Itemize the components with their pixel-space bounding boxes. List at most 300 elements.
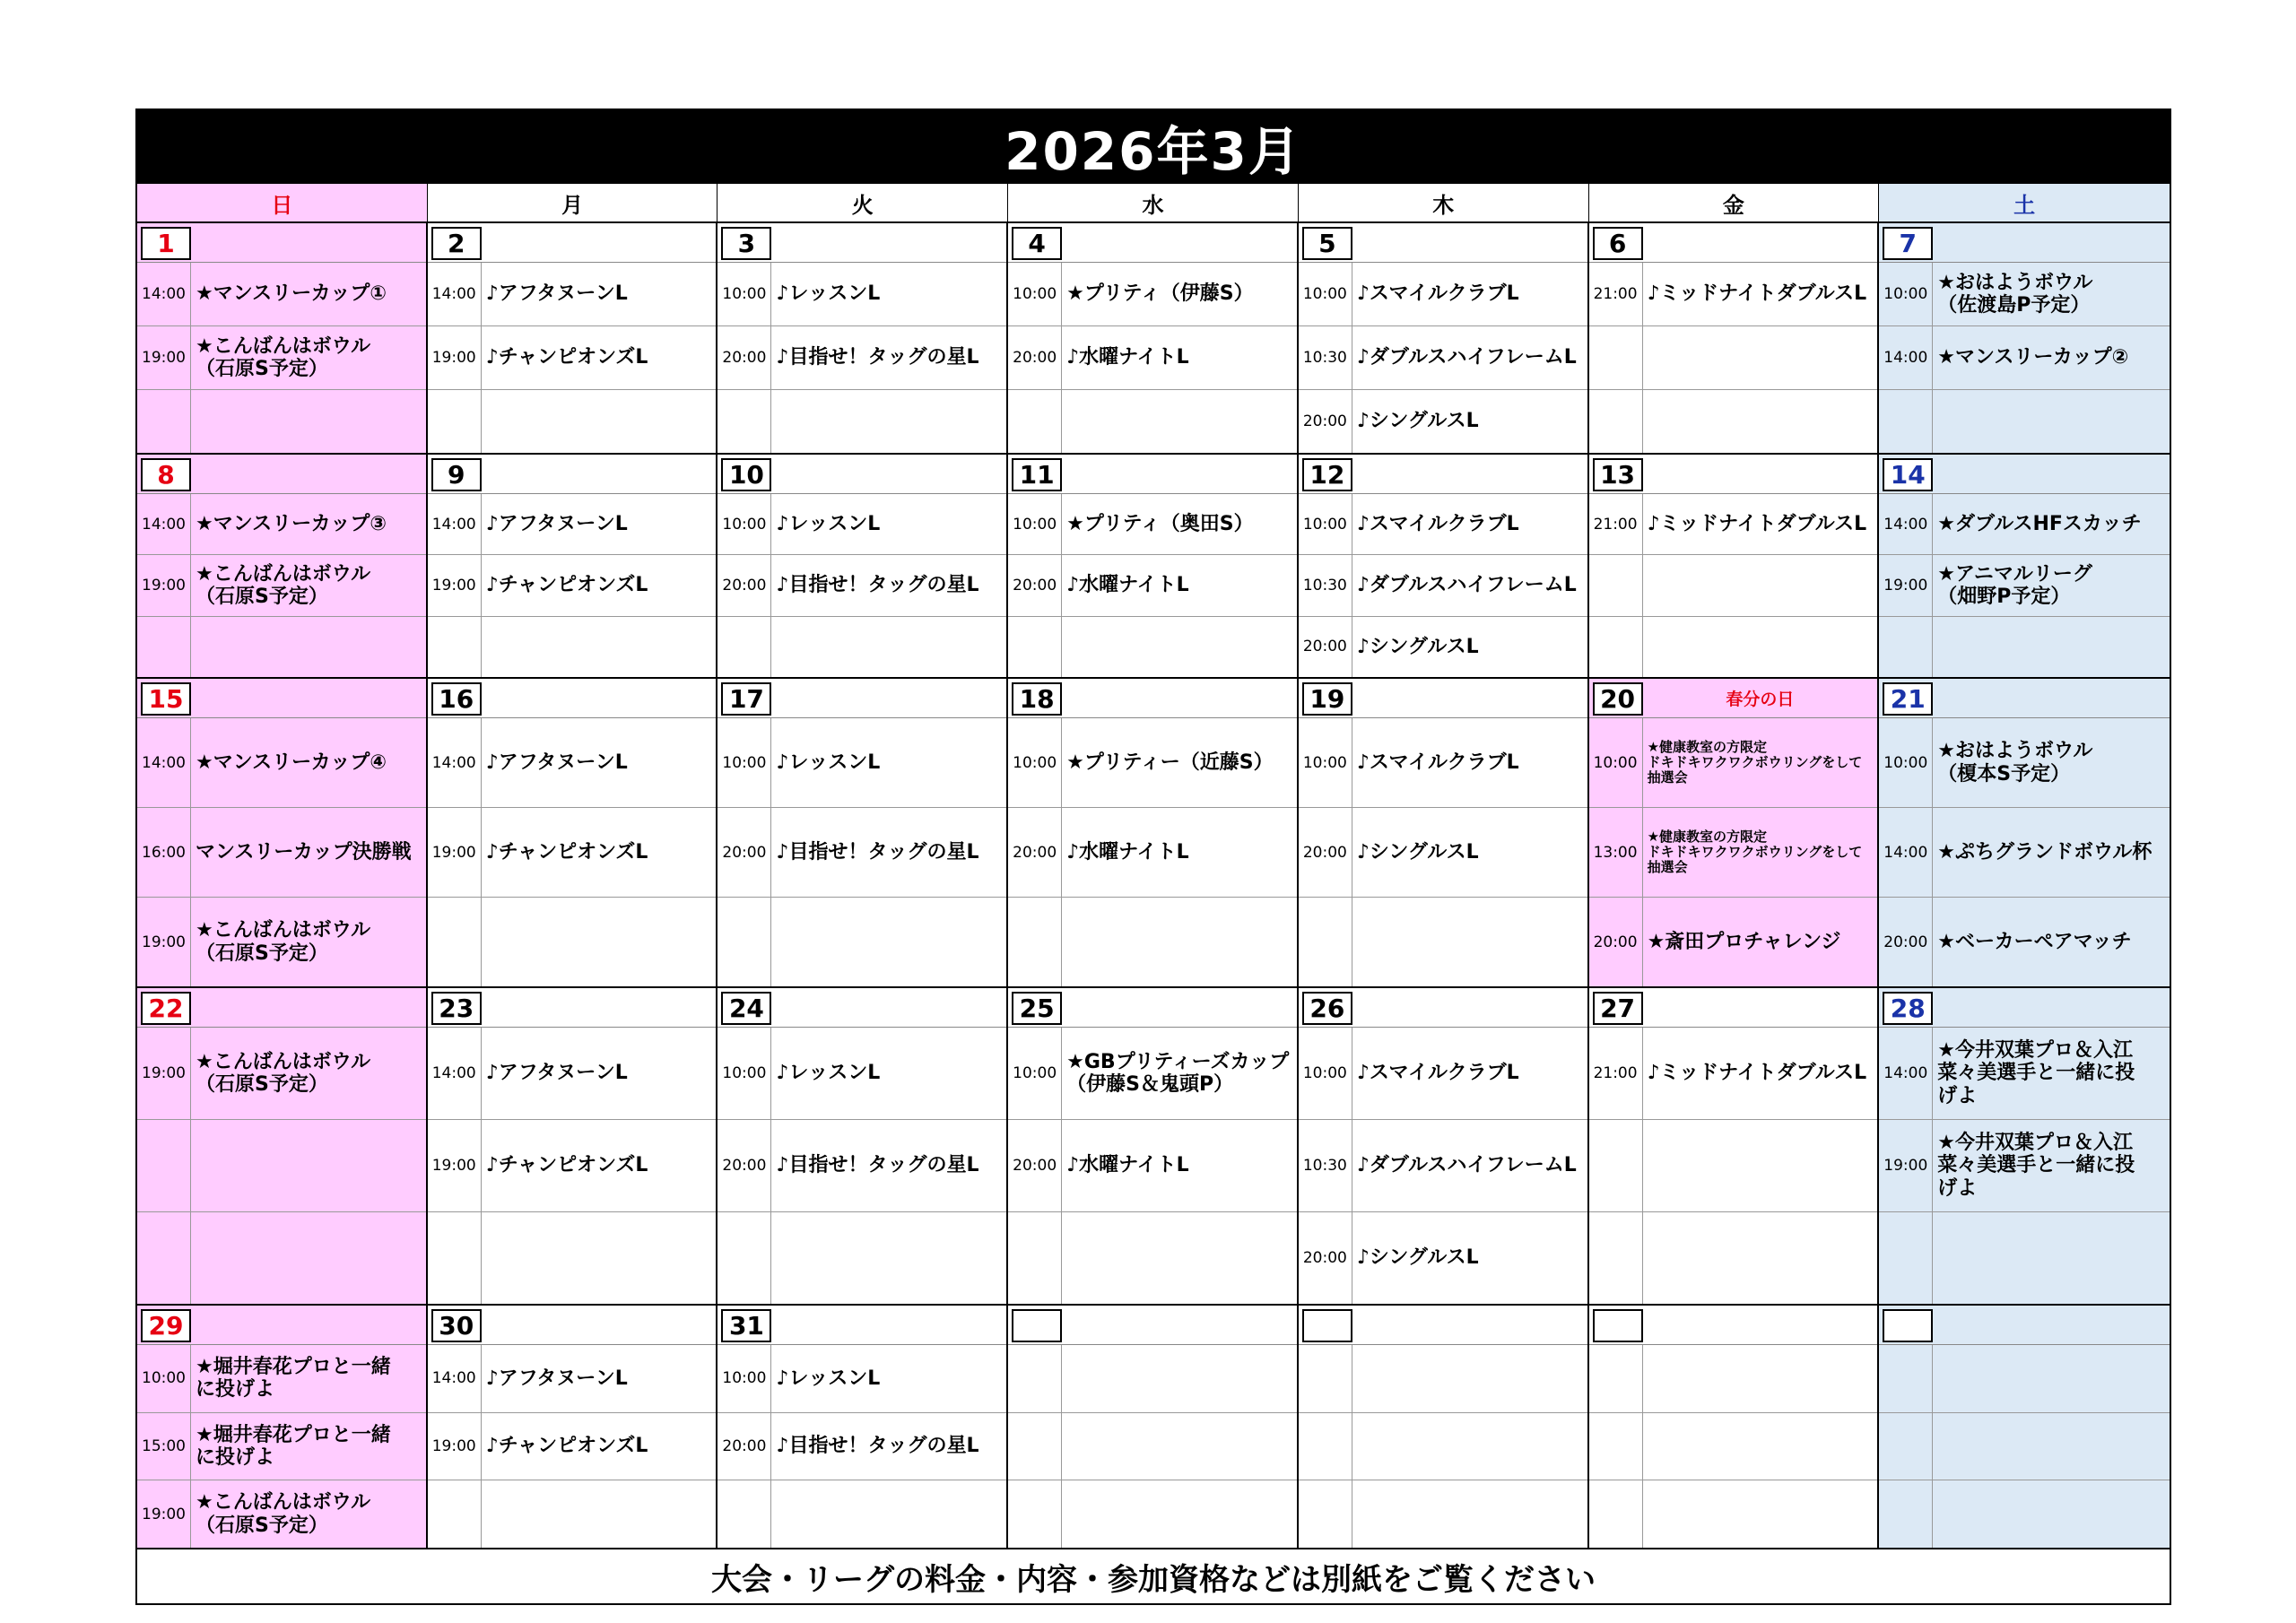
- event-time: [1299, 1413, 1352, 1480]
- day-number: 23: [431, 992, 482, 1025]
- event-slot: [1589, 1345, 1878, 1413]
- event-slot[interactable]: [1879, 718, 2170, 808]
- event-time: [428, 617, 482, 677]
- calendar-day[interactable]: [1299, 988, 1589, 1304]
- event-time: 19:00: [1879, 1120, 1933, 1211]
- calendar-day[interactable]: [718, 679, 1008, 986]
- event-title: ♪チャンピオンズL: [485, 1154, 648, 1177]
- calendar-day[interactable]: [1589, 1306, 1880, 1548]
- event-slot[interactable]: [1299, 263, 1587, 326]
- event-slot[interactable]: [1589, 494, 1878, 555]
- calendar-day[interactable]: [718, 1306, 1008, 1548]
- event-time: 10:00: [718, 1028, 771, 1119]
- event-slot: [1008, 1345, 1297, 1413]
- event-title: ♪ダブルスハイフレームL: [1356, 346, 1577, 369]
- event-time: [428, 1212, 482, 1304]
- event-slot[interactable]: [1299, 494, 1587, 555]
- event-title: ★アニマルリーグ （畑野P予定）: [1937, 562, 2092, 608]
- event-time: 14:00: [1879, 1028, 1933, 1119]
- day-number: 29: [141, 1309, 191, 1342]
- calendar-day[interactable]: [1879, 223, 2170, 453]
- event-slot: [1299, 1345, 1587, 1413]
- event-slot[interactable]: [1299, 390, 1587, 453]
- event-slot[interactable]: [428, 326, 717, 390]
- event-slot: [137, 1120, 426, 1212]
- event-slot[interactable]: [1589, 1028, 1878, 1120]
- calendar-week: [137, 679, 2170, 988]
- event-slot[interactable]: [137, 808, 426, 898]
- event-time: [137, 390, 191, 453]
- event-slot[interactable]: [137, 326, 426, 390]
- calendar-day[interactable]: [1008, 455, 1299, 677]
- event-time: [137, 1212, 191, 1304]
- event-title: ★ベーカーペアマッチ: [1937, 930, 2132, 953]
- event-time: [718, 1212, 771, 1304]
- event-time: 20:00: [1299, 1212, 1352, 1304]
- calendar-day[interactable]: [718, 988, 1008, 1304]
- event-slot[interactable]: [1299, 718, 1587, 808]
- event-slot[interactable]: [1299, 1028, 1587, 1120]
- event-time: 19:00: [1879, 555, 1933, 615]
- day-number: 12: [1302, 458, 1352, 491]
- calendar-day[interactable]: [1299, 679, 1589, 986]
- calendar-day[interactable]: [1589, 223, 1880, 453]
- event-slot[interactable]: [1589, 718, 1878, 808]
- event-title: ♪スマイルクラブL: [1356, 513, 1519, 536]
- event-slot[interactable]: [137, 555, 426, 616]
- event-slot[interactable]: [137, 1028, 426, 1120]
- event-slot[interactable]: [428, 494, 717, 555]
- event-time: 20:00: [1299, 390, 1352, 453]
- event-time: [1879, 1413, 1933, 1480]
- calendar-day[interactable]: [1008, 988, 1299, 1304]
- event-title: ★マンスリーカップ②: [1937, 346, 2129, 369]
- day-number: 28: [1883, 992, 1933, 1025]
- event-slot[interactable]: [428, 1345, 717, 1413]
- holiday-label: [191, 988, 426, 1027]
- event-slot[interactable]: [1008, 326, 1297, 390]
- event-slot[interactable]: [428, 555, 717, 616]
- day-number: 10: [721, 458, 771, 491]
- day-number: 9: [431, 458, 482, 491]
- event-title: [771, 1212, 1006, 1304]
- calendar-day[interactable]: [137, 988, 428, 1304]
- event-slot[interactable]: [1299, 808, 1587, 898]
- event-time: [137, 617, 191, 677]
- day-header: [428, 223, 717, 263]
- event-title: ♪アフタヌーンL: [485, 1062, 628, 1085]
- event-time: 21:00: [1589, 1028, 1643, 1119]
- day-number: 1: [141, 227, 191, 260]
- holiday-label: [191, 223, 426, 262]
- event-title: ♪チャンピオンズL: [485, 1435, 648, 1458]
- calendar-day[interactable]: [428, 1306, 718, 1548]
- event-title: [482, 1480, 717, 1548]
- event-slot: [1589, 1480, 1878, 1548]
- event-time: [1008, 1413, 1062, 1480]
- event-time: 14:00: [428, 1345, 482, 1412]
- calendar-day[interactable]: [1008, 223, 1299, 453]
- event-slot[interactable]: [1879, 555, 2170, 616]
- event-title: ♪アフタヌーンL: [485, 513, 628, 536]
- event-title: ♪ダブルスハイフレームL: [1356, 574, 1577, 597]
- day-header: [1879, 988, 2170, 1028]
- event-slot[interactable]: [1879, 263, 2170, 326]
- event-slot[interactable]: [1299, 555, 1587, 616]
- event-title: [1352, 1480, 1587, 1548]
- event-slot[interactable]: [1299, 326, 1587, 390]
- event-time: 14:00: [428, 494, 482, 554]
- day-header: [1299, 988, 1587, 1028]
- event-title: ★健康教室の方限定 ドキドキワクワクボウリングをして 抽選会: [1647, 828, 1863, 876]
- holiday-label: [1933, 679, 2170, 717]
- event-slot: [1008, 617, 1297, 677]
- event-title: ♪目指せ！タッグの星L: [776, 1154, 979, 1177]
- event-title: ♪チャンピオンズL: [485, 840, 648, 864]
- day-number: 22: [141, 992, 191, 1025]
- event-slot: [1299, 898, 1587, 986]
- event-title: ♪ミッドナイトダブルスL: [1647, 513, 1867, 536]
- event-slot: [1008, 390, 1297, 453]
- event-title: [1643, 555, 1878, 615]
- event-time: 10:00: [137, 1345, 191, 1412]
- event-slot[interactable]: [718, 555, 1006, 616]
- calendar-day[interactable]: [428, 988, 718, 1304]
- event-slot[interactable]: [718, 718, 1006, 808]
- calendar-day[interactable]: [137, 1306, 428, 1548]
- event-title: ♪ミッドナイトダブルスL: [1647, 282, 1867, 306]
- event-time: 20:00: [1008, 326, 1062, 389]
- event-title: [771, 898, 1006, 986]
- event-time: [1589, 617, 1643, 677]
- calendar-day[interactable]: [428, 455, 718, 677]
- event-slot[interactable]: [1299, 1212, 1587, 1304]
- calendar-day[interactable]: [718, 223, 1008, 453]
- holiday-label: [1352, 1306, 1587, 1344]
- event-time: [1299, 1480, 1352, 1548]
- event-time: 10:30: [1299, 326, 1352, 389]
- holiday-label: [771, 223, 1006, 262]
- event-slot[interactable]: [718, 1413, 1006, 1481]
- event-slot[interactable]: [1008, 263, 1297, 326]
- event-title: ★おはようボウル （榎本S予定）: [1937, 740, 2093, 785]
- event-slot: [1299, 1480, 1587, 1548]
- event-title: ★マンスリーカップ①: [196, 282, 387, 306]
- day-header: [137, 988, 426, 1028]
- event-time: [1299, 1345, 1352, 1412]
- calendar-day[interactable]: [137, 455, 428, 677]
- event-slot[interactable]: [1008, 808, 1297, 898]
- event-slot[interactable]: [1879, 1028, 2170, 1120]
- event-title: ★マンスリーカップ④: [196, 751, 387, 774]
- event-time: 13:00: [1589, 808, 1643, 897]
- event-slot[interactable]: [1299, 617, 1587, 677]
- event-title: [1933, 1413, 2170, 1480]
- event-time: 20:00: [718, 1413, 771, 1480]
- event-title: ♪スマイルクラブL: [1356, 751, 1519, 774]
- event-slot[interactable]: [137, 1480, 426, 1548]
- event-title: ★今井双葉プロ＆入江 菜々美選手と一緒に投 げよ: [1937, 1039, 2135, 1107]
- event-slot: [1589, 326, 1878, 390]
- event-title: ♪目指せ！タッグの星L: [776, 1435, 979, 1458]
- event-time: [1589, 555, 1643, 615]
- holiday-label: [482, 455, 717, 493]
- weekday-fri: 金: [1589, 184, 1880, 221]
- event-time: 14:00: [428, 1028, 482, 1119]
- day-number: 31: [721, 1309, 771, 1342]
- event-slot[interactable]: [1008, 555, 1297, 616]
- event-slot[interactable]: [718, 1120, 1006, 1212]
- event-title: [191, 1212, 426, 1304]
- event-title: [1062, 390, 1297, 453]
- calendar-day[interactable]: [1299, 223, 1589, 453]
- day-header: [428, 988, 717, 1028]
- event-slot[interactable]: [1589, 808, 1878, 898]
- event-title: ♪チャンピオンズL: [485, 574, 648, 597]
- holiday-label: [482, 1306, 717, 1344]
- day-header: [137, 1306, 426, 1345]
- event-slot[interactable]: [137, 898, 426, 986]
- event-title: ♪水曜ナイトL: [1066, 1154, 1189, 1177]
- day-number: [1302, 1309, 1352, 1342]
- event-title: ♪チャンピオンズL: [485, 346, 648, 369]
- event-time: 20:00: [1879, 898, 1933, 986]
- event-title: ♪目指せ！タッグの星L: [776, 574, 979, 597]
- calendar-day[interactable]: [137, 223, 428, 453]
- event-title: ♪シングルスL: [1356, 410, 1479, 433]
- event-time: [1879, 390, 1933, 453]
- event-title: ★ぷちグランドボウル杯: [1937, 840, 2152, 864]
- day-number: 18: [1012, 682, 1062, 716]
- event-title: [771, 617, 1006, 677]
- event-time: 10:00: [718, 1345, 771, 1412]
- event-title: [482, 390, 717, 453]
- event-title: [1643, 326, 1878, 389]
- holiday-label: [1643, 1306, 1878, 1344]
- day-header: [1299, 679, 1587, 718]
- event-slot[interactable]: [1879, 898, 2170, 986]
- event-slot[interactable]: [718, 263, 1006, 326]
- holiday-label: [1933, 223, 2170, 262]
- calendar-day[interactable]: [1589, 679, 1880, 986]
- calendar-day[interactable]: [1008, 1306, 1299, 1548]
- event-slot[interactable]: [1008, 494, 1297, 555]
- event-title: [1933, 390, 2170, 453]
- event-time: [428, 898, 482, 986]
- event-time: 19:00: [137, 1028, 191, 1119]
- calendar-day[interactable]: [1879, 679, 2170, 986]
- day-header: [1589, 223, 1878, 263]
- event-time: [1589, 1480, 1643, 1548]
- event-time: 19:00: [137, 555, 191, 615]
- calendar-day[interactable]: [1589, 455, 1880, 677]
- event-time: 20:00: [718, 808, 771, 897]
- event-title: [1352, 1345, 1587, 1412]
- event-title: [1643, 1480, 1878, 1548]
- event-slot[interactable]: [718, 808, 1006, 898]
- event-time: [1589, 1212, 1643, 1304]
- event-slot[interactable]: [137, 263, 426, 326]
- calendar-day[interactable]: [137, 679, 428, 986]
- event-slot[interactable]: [1589, 898, 1878, 986]
- event-slot[interactable]: [428, 808, 717, 898]
- event-slot[interactable]: [1879, 326, 2170, 390]
- event-slot: [1879, 1413, 2170, 1481]
- event-slot[interactable]: [1008, 1028, 1297, 1120]
- day-number: 6: [1593, 227, 1643, 260]
- day-number: [1012, 1309, 1062, 1342]
- day-number: 5: [1302, 227, 1352, 260]
- event-title: [1643, 1345, 1878, 1412]
- event-time: 20:00: [1299, 808, 1352, 897]
- calendar-week: [137, 988, 2170, 1306]
- event-slot[interactable]: [428, 1120, 717, 1212]
- day-header: [1299, 1306, 1587, 1345]
- event-time: [1879, 1480, 1933, 1548]
- event-slot[interactable]: [428, 263, 717, 326]
- event-slot: [1299, 1413, 1587, 1481]
- event-slot[interactable]: [137, 1413, 426, 1481]
- event-time: 10:00: [1589, 718, 1643, 807]
- calendar-day[interactable]: [1879, 1306, 2170, 1548]
- holiday-label: [1352, 679, 1587, 717]
- event-slot[interactable]: [137, 1345, 426, 1413]
- event-title: [1933, 1480, 2170, 1548]
- event-slot: [428, 617, 717, 677]
- calendar-day[interactable]: [1299, 1306, 1589, 1548]
- event-time: 10:00: [1008, 718, 1062, 807]
- event-time: 19:00: [428, 555, 482, 615]
- event-title: ★ダブルスHFスカッチ: [1937, 513, 2142, 536]
- event-time: 14:00: [1879, 326, 1933, 389]
- event-slot: [428, 898, 717, 986]
- event-slot[interactable]: [718, 494, 1006, 555]
- event-slot[interactable]: [137, 718, 426, 808]
- day-header: [1879, 679, 2170, 718]
- event-slot[interactable]: [1299, 1120, 1587, 1212]
- day-header: [1008, 679, 1297, 718]
- event-title: ★こんばんはボウル （石原S予定）: [196, 334, 371, 380]
- calendar-day[interactable]: [718, 455, 1008, 677]
- day-number: 25: [1012, 992, 1062, 1025]
- holiday-label: [1062, 988, 1297, 1027]
- event-title: ★健康教室の方限定 ドキドキワクワクボウリングをして 抽選会: [1647, 738, 1863, 786]
- calendar-day[interactable]: [1589, 988, 1880, 1304]
- event-title: ♪アフタヌーンL: [485, 1367, 628, 1390]
- event-slot[interactable]: [718, 1345, 1006, 1413]
- calendar-day[interactable]: [428, 679, 718, 986]
- event-title: [191, 1120, 426, 1211]
- event-title: ♪レッスンL: [776, 513, 881, 536]
- event-time: 20:00: [1008, 555, 1062, 615]
- calendar-week: [137, 455, 2170, 679]
- event-title: [482, 898, 717, 986]
- event-time: 10:00: [1008, 494, 1062, 554]
- event-slot[interactable]: [1879, 494, 2170, 555]
- event-title: [1643, 617, 1878, 677]
- event-slot[interactable]: [428, 1413, 717, 1481]
- event-slot[interactable]: [718, 326, 1006, 390]
- event-title: ★GBプリティーズカップ （伊藤S＆鬼頭P）: [1066, 1050, 1290, 1096]
- day-number: 2: [431, 227, 482, 260]
- event-slot[interactable]: [1879, 808, 2170, 898]
- event-title: ♪レッスンL: [776, 1367, 881, 1390]
- event-slot[interactable]: [1589, 263, 1878, 326]
- event-slot: [1008, 1413, 1297, 1481]
- event-title: [1062, 1212, 1297, 1304]
- event-title: ★マンスリーカップ③: [196, 513, 387, 536]
- event-time: 14:00: [428, 718, 482, 807]
- event-title: [1062, 617, 1297, 677]
- weekday-sat: 土: [1879, 184, 2170, 221]
- event-time: 14:00: [137, 718, 191, 807]
- weekday-thu: 木: [1299, 184, 1589, 221]
- weekday-mon: 月: [428, 184, 718, 221]
- event-slot[interactable]: [428, 1028, 717, 1120]
- event-title: [1352, 898, 1587, 986]
- event-title: [1643, 390, 1878, 453]
- event-title: [1062, 1413, 1297, 1480]
- event-title: [771, 390, 1006, 453]
- holiday-label: [771, 988, 1006, 1027]
- day-number: 17: [721, 682, 771, 716]
- day-header: [1879, 455, 2170, 494]
- event-title: ★プリティー（近藤S）: [1066, 751, 1274, 774]
- day-header: [137, 455, 426, 494]
- day-header: [718, 988, 1006, 1028]
- event-slot[interactable]: [137, 494, 426, 555]
- calendar-day[interactable]: [1299, 455, 1589, 677]
- event-slot[interactable]: [1008, 718, 1297, 808]
- event-title: ★こんばんはボウル （石原S予定）: [196, 1050, 371, 1096]
- event-title: ♪ダブルスハイフレームL: [1356, 1154, 1577, 1177]
- event-title: ♪レッスンL: [776, 282, 881, 306]
- event-slot[interactable]: [1008, 1120, 1297, 1212]
- holiday-label: [1062, 679, 1297, 717]
- event-time: [1589, 1345, 1643, 1412]
- calendar-day[interactable]: [1008, 679, 1299, 986]
- event-title: [482, 617, 717, 677]
- event-slot[interactable]: [1879, 1120, 2170, 1212]
- day-header: [1879, 1306, 2170, 1345]
- calendar-day[interactable]: [1879, 988, 2170, 1304]
- event-time: [1008, 898, 1062, 986]
- event-time: [718, 1480, 771, 1548]
- event-time: 19:00: [428, 808, 482, 897]
- event-time: [1008, 1345, 1062, 1412]
- weekday-wed: 水: [1008, 184, 1299, 221]
- holiday-label: [771, 679, 1006, 717]
- day-number: 20: [1593, 682, 1643, 716]
- event-time: 10:00: [718, 263, 771, 325]
- event-time: 19:00: [428, 1120, 482, 1211]
- day-number: 15: [141, 682, 191, 716]
- event-slot: [718, 1212, 1006, 1304]
- event-title: [1933, 1345, 2170, 1412]
- event-slot[interactable]: [428, 718, 717, 808]
- holiday-label: [482, 679, 717, 717]
- holiday-label: [1933, 1306, 2170, 1344]
- holiday-label: [771, 455, 1006, 493]
- holiday-label: [1062, 1306, 1297, 1344]
- calendar-day[interactable]: [428, 223, 718, 453]
- event-time: [1299, 898, 1352, 986]
- event-slot: [137, 1212, 426, 1304]
- event-time: 14:00: [1879, 494, 1933, 554]
- event-slot[interactable]: [718, 1028, 1006, 1120]
- day-header: [1879, 223, 2170, 263]
- calendar-day[interactable]: [1879, 455, 2170, 677]
